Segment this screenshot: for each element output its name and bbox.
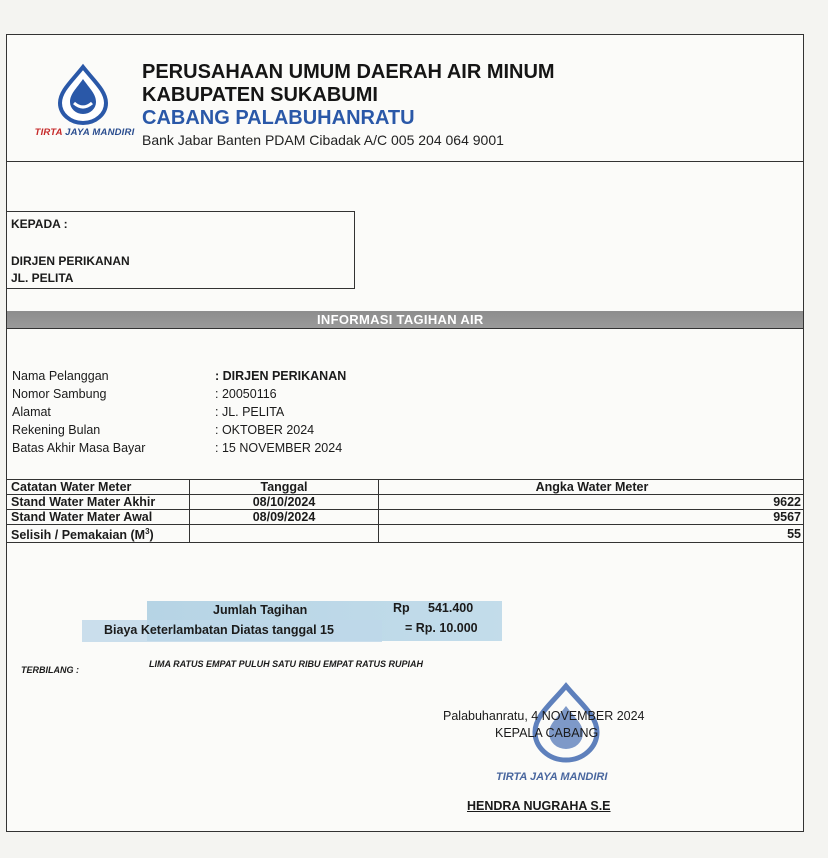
invoice-sheet — [6, 34, 804, 832]
info-value: : JL. PELITA — [215, 405, 285, 419]
table-row — [7, 510, 804, 525]
terbilang-value: LIMA RATUS EMPAT PULUH SATU RIBU EMPAT RATUS RUPIAH — [149, 659, 423, 669]
banner-divider — [7, 328, 803, 329]
info-label: Rekening Bulan — [12, 423, 101, 437]
total-currency: Rp — [393, 601, 410, 615]
company-branch: CABANG PALABUHANRATU — [142, 107, 415, 129]
water-meter-table — [7, 479, 804, 543]
company-header — [142, 61, 555, 150]
recipient-address: JL. PELITA — [11, 271, 74, 285]
recipient-name: DIRJEN PERIKANAN — [11, 254, 130, 268]
table-row — [7, 495, 804, 510]
brand-suffix: MANDIRI — [92, 127, 135, 138]
table-cell: 55 — [379, 525, 805, 543]
late-fee-amount: = Rp. 10.000 — [405, 621, 478, 635]
bank-account: Bank Jabar Banten PDAM Cibadak A/C 005 204 064 9001 — [142, 132, 504, 148]
stamp-brand-text: TIRTA JAYA MANDIRI — [496, 771, 608, 783]
usage-label-end: ) — [149, 528, 154, 543]
table-cell: 08/10/2024 — [190, 495, 379, 510]
table-header: Catatan Water Meter — [7, 480, 190, 495]
table-cell — [379, 495, 805, 510]
table-cell: Stand Water Mater Awal — [7, 510, 190, 525]
table-header: Tanggal — [190, 480, 379, 495]
signature-role: KEPALA CABANG — [495, 726, 599, 740]
brand-mid: JAYA — [65, 127, 90, 138]
recipient-box — [7, 211, 355, 289]
info-label: Alamat — [12, 405, 51, 419]
table-cell: Stand Water Mater Akhir — [7, 495, 190, 510]
company-region: KABUPATEN SUKABUMI — [142, 84, 378, 106]
table-cell: 08/09/2024 — [190, 510, 379, 525]
signature-place-date: Palabuhanratu, 4 NOVEMBER 2024 — [443, 709, 645, 723]
total-label: Jumlah Tagihan — [213, 603, 308, 617]
late-fee-label: Biaya Keterlambatan Diatas tanggal 15 — [104, 623, 334, 637]
table-cell — [190, 525, 379, 543]
signatory-name: HENDRA NUGRAHA S.E — [467, 799, 611, 813]
info-value: : 15 NOVEMBER 2024 — [215, 441, 343, 455]
section-banner — [7, 311, 803, 328]
company-name: PERUSAHAAN UMUM DAERAH AIR MINUM — [142, 61, 555, 83]
table-header — [379, 480, 805, 495]
recipient-title: KEPADA : — [11, 217, 68, 231]
info-value: : OKTOBER 2024 — [215, 423, 315, 437]
header-divider — [7, 161, 803, 162]
water-drop-icon — [52, 63, 114, 125]
table-cell — [7, 525, 190, 543]
logo-brand-text — [27, 127, 142, 138]
table-row — [7, 525, 804, 543]
info-value: : DIRJEN PERIKANAN — [215, 369, 347, 383]
total-amount: 541.400 — [428, 601, 474, 615]
usage-label: Selisih / Pemakaian (M — [11, 528, 146, 543]
company-logo — [27, 63, 142, 163]
table-cell: 9567 — [379, 510, 805, 525]
table-header-row — [7, 480, 804, 495]
info-label: Nama Pelanggan — [12, 369, 109, 383]
info-label: Nomor Sambung — [12, 387, 107, 401]
terbilang-label: TERBILANG : — [21, 665, 79, 675]
section-title: INFORMASI TAGIHAN AIR — [317, 312, 484, 327]
table-header-label: Angka Water Meter — [535, 479, 649, 494]
usage-unit-sup: 3 — [145, 527, 150, 536]
brand-prefix: TIRTA — [34, 127, 63, 138]
info-value: : 20050116 — [215, 387, 277, 401]
meter-reading-top: 9622 — [773, 495, 801, 509]
info-label: Batas Akhir Masa Bayar — [12, 441, 146, 455]
